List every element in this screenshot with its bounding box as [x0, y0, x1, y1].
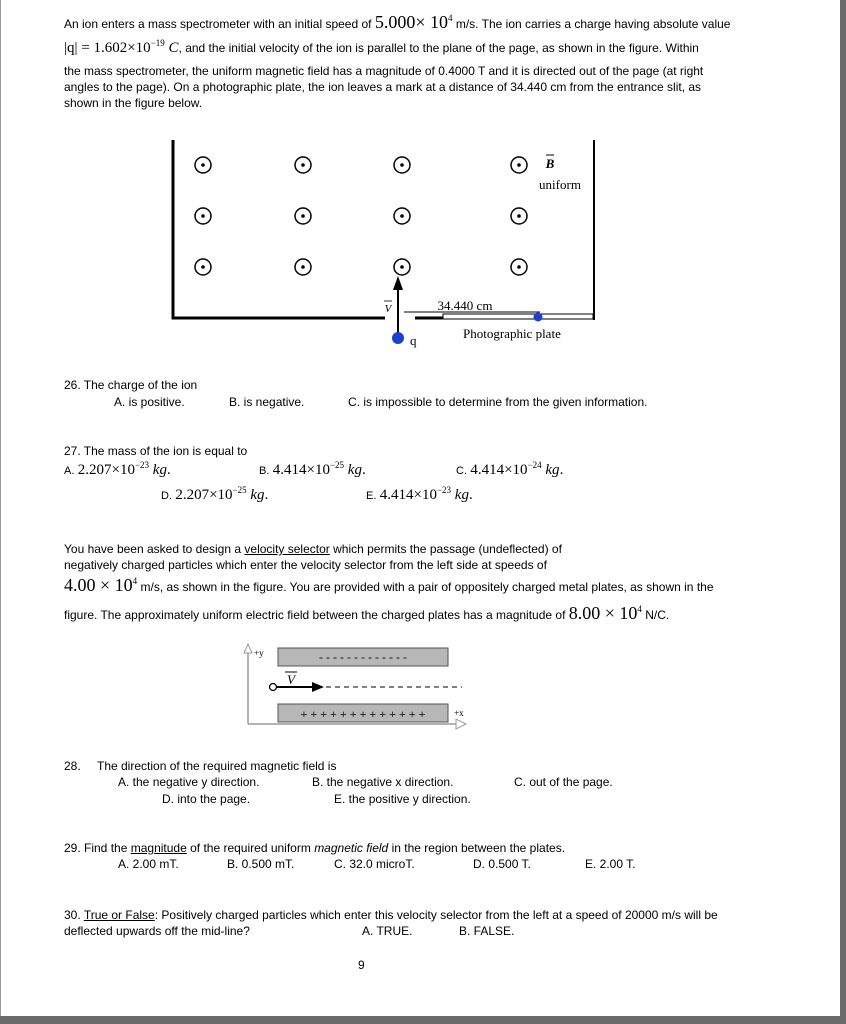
q28-option-b[interactable]: B. the negative x direction.: [312, 775, 454, 789]
field-dot-icon: [394, 208, 410, 224]
q26-stem: 26. The charge of the ion: [64, 378, 198, 392]
q28-option-c[interactable]: C. out of the page.: [514, 775, 613, 789]
q28-number: 28.: [64, 759, 81, 773]
q29-option-b[interactable]: B. 0.500 mT.: [227, 857, 295, 871]
q27-stem: 27. The mass of the ion is equal to: [64, 444, 248, 458]
q26-option-a[interactable]: A. is positive.: [114, 395, 185, 409]
y-axis-label: +y: [254, 648, 264, 658]
intro-text-c: , and the initial velocity of the ion is parallel to the plane of the page, as shown in the figure. Within: [178, 41, 699, 55]
q27-option-c[interactable]: C. $4.414\times 10^{-24}$ kg.: [456, 460, 564, 478]
q29-option-e[interactable]: E. 2.00 T.: [585, 857, 636, 871]
q30-true-false-link: True or False: [83, 908, 155, 922]
charge-value: $|q| = 1.602\times 10^{-19}$ C: [64, 38, 179, 56]
x-axis-label: +x: [454, 708, 464, 718]
page-frame-left: [0, 0, 1, 1024]
field-dot-icon: [195, 208, 211, 224]
field-dot-icon: [295, 208, 311, 224]
particle-velocity-arrowhead-icon: [312, 682, 324, 692]
speed-unit: m/s.: [455, 17, 479, 31]
x-axis-arrow-icon: [456, 719, 466, 729]
page-frame-bottom: [0, 1016, 846, 1024]
q26-option-c[interactable]: C. is impossible to determine from the given information.: [348, 395, 648, 409]
q28-option-e[interactable]: E. the positive y direction.: [334, 792, 471, 806]
ion-mark: [534, 313, 543, 322]
page-number: 9: [358, 958, 365, 972]
intro-line-4: angles to the page). On a photographic plate, the ion leaves a mark at a distance of 34.440 cm from the entrance slit, as: [64, 80, 702, 94]
field-dot-icon: [394, 157, 410, 173]
q30-stem: 30. True or False: Positively charged particles which enter this velocity selector from the left at a speed of 20000 m/s will be: [64, 908, 718, 922]
initial-speed: $5.000\times 10^4$: [374, 12, 453, 32]
q27-option-e[interactable]: E. $4.414\times 10^{-23}$ kg.: [366, 485, 473, 503]
velocity-selector-link: velocity selector: [244, 542, 330, 556]
y-axis-arrow-icon: [244, 644, 252, 653]
selector-line-1: You have been asked to design a velocity selector which permits the passage (undeflected) of: [64, 542, 562, 556]
intro-line-5: shown in the figure below.: [64, 96, 203, 110]
velocity-selector-figure: [240, 640, 480, 730]
mass-spectrometer-figure: [160, 140, 620, 360]
field-dot-icon: [511, 259, 527, 275]
selector-line-4: figure. The approximately uniform electric field between the charged plates has a magnitude of $8.00 \times 10^4$ N/C.: [64, 603, 670, 623]
q30-stem-line-2: deflected upwards off the mid-line?: [64, 924, 250, 938]
field-dot-icon: [511, 157, 527, 173]
distance-label: 34.440 cm: [437, 298, 493, 313]
q30-option-b[interactable]: B. FALSE.: [459, 924, 515, 938]
velocity-label: V: [384, 303, 392, 315]
page-frame-right: [840, 0, 846, 1024]
q29-option-d[interactable]: D. 0.500 T.: [473, 857, 531, 871]
b-field-uniform-label: uniform: [539, 177, 581, 192]
q29-magnitude-link: magnitude: [130, 841, 187, 855]
electric-field-value: $8.00 \times 10^4$: [568, 603, 642, 623]
field-dot-icon: [511, 208, 527, 224]
q30-option-a[interactable]: A. TRUE.: [362, 924, 413, 938]
intro-line-2: [64, 40, 699, 56]
positive-plate-signs: + + + + + + + + + + + + +: [300, 707, 426, 721]
photographic-plate-label: Photographic plate: [463, 326, 561, 341]
particle-velocity-label: V: [287, 672, 295, 687]
field-dot-icon: [394, 259, 410, 275]
field-out-of-page-icons: [195, 157, 527, 275]
q28-option-d[interactable]: D. into the page.: [162, 792, 251, 806]
b-field-label: B: [545, 156, 555, 171]
field-dot-icon: [195, 259, 211, 275]
intro-line-1: [64, 14, 730, 32]
q28-stem: The direction of the required magnetic field is: [97, 759, 337, 773]
negative-plate-signs: - - - - - - - - - - - - -: [319, 650, 407, 664]
q29-stem: 29. Find the magnitude of the required uniform magnetic field in the region between the plates.: [64, 841, 566, 855]
selector-speed: $4.00 \times 10^4$: [64, 575, 138, 595]
photographic-plate: [443, 314, 593, 319]
q29-option-c[interactable]: C. 32.0 microT.: [334, 857, 415, 871]
ion-dot: [392, 332, 404, 344]
field-dot-icon: [295, 259, 311, 275]
intro-line-3: the mass spectrometer, the uniform magnetic field has a magnitude of 0.4000 T and it is directed out of the page (at right: [64, 64, 704, 78]
q26-option-b[interactable]: B. is negative.: [229, 395, 305, 409]
q27-option-d[interactable]: D. $2.207\times 10^{-25}$ kg.: [161, 485, 269, 503]
intro-text-b: The ion carries a charge having absolute value: [481, 17, 731, 31]
selector-line-2: negatively charged particles which enter the velocity selector from the left side at speeds of: [64, 558, 547, 572]
field-dot-icon: [195, 157, 211, 173]
q27-option-a[interactable]: A. $2.207\times 10^{-23}$ kg.: [64, 460, 171, 478]
intro-text: An ion enters a mass spectrometer with an initial speed of: [64, 17, 372, 31]
field-dot-icon: [295, 157, 311, 173]
selector-line-3: $4.00 \times 10^4$ m/s, as shown in the figure. You are provided with a pair of oppositely charged metal plates, as shown in the: [64, 575, 714, 595]
q29-option-a[interactable]: A. 2.00 mT.: [118, 857, 179, 871]
particle: [270, 684, 277, 691]
velocity-arrowhead-icon: [393, 276, 403, 290]
q28-option-a[interactable]: A. the negative y direction.: [118, 775, 260, 789]
ion-charge-label: q: [410, 333, 417, 348]
q27-option-b[interactable]: B. $4.414\times 10^{-25}$ kg.: [259, 460, 366, 478]
